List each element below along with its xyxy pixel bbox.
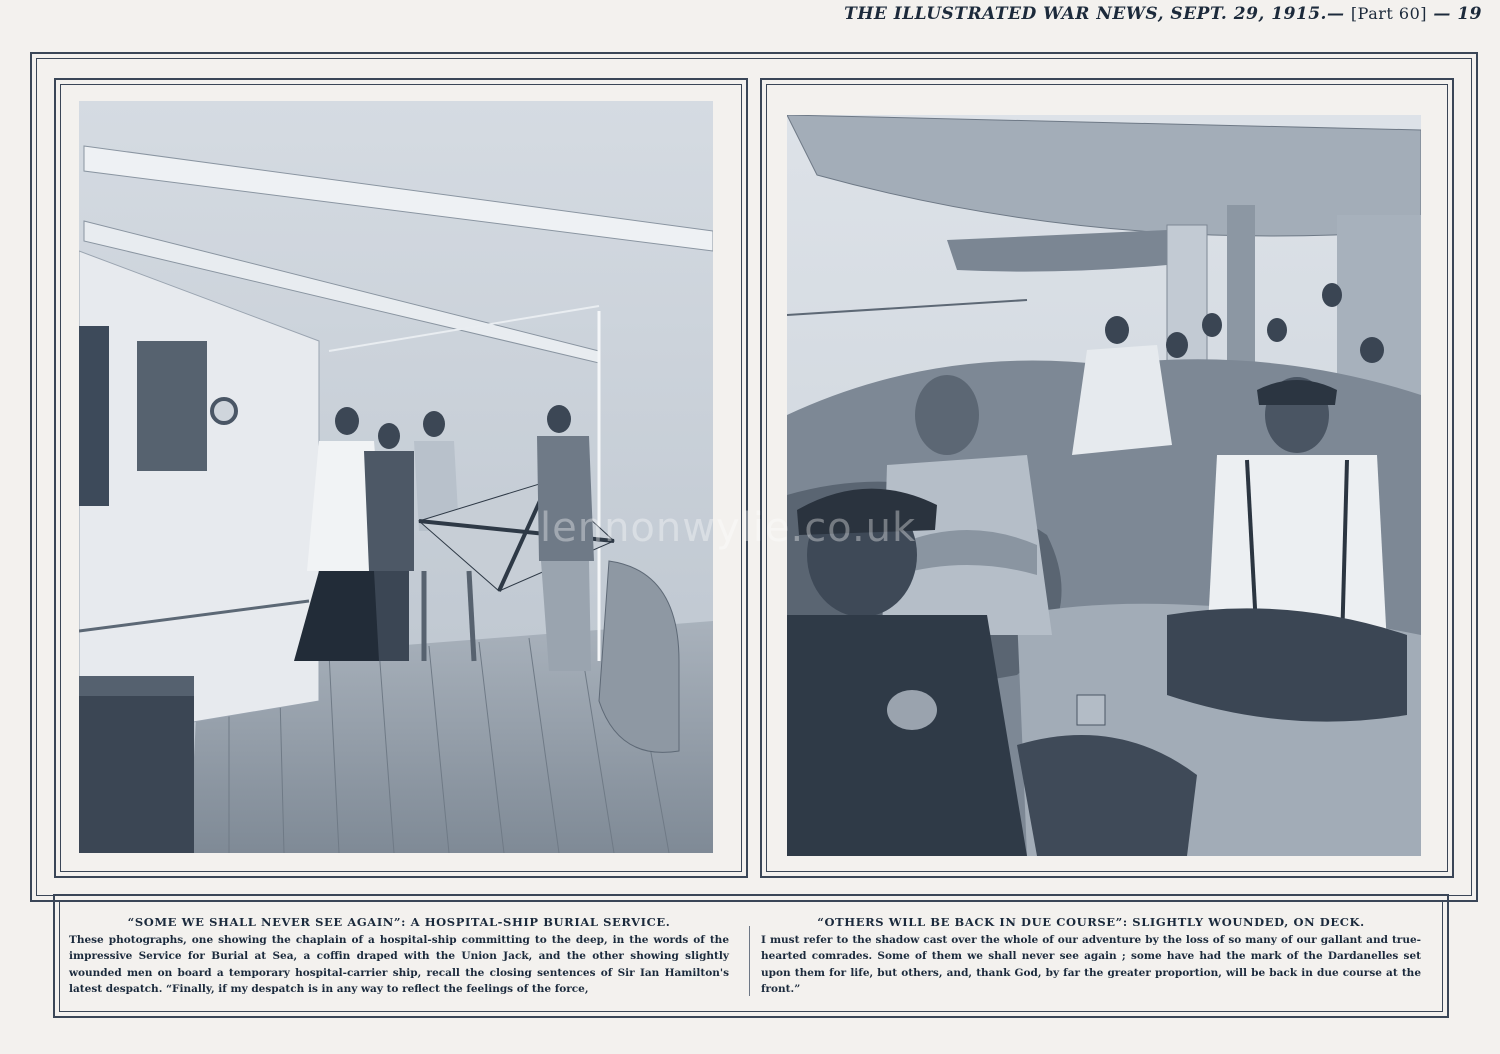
watermark: lennonwylie.co.uk <box>540 505 917 551</box>
wounded-on-deck-photo <box>787 115 1421 856</box>
caption-left-title: “SOME WE SHALL NEVER SEE AGAIN”: A HOSPITAL-SHIP BURIAL SERVICE. <box>127 915 671 929</box>
publication-title: THE ILLUSTRATED WAR NEWS, SEPT. 29, 1915.— <box>844 4 1345 24</box>
caption-left-body: These photographs, one showing the chaplain of a hospital-ship committing to the deep, in the words of the impressive Service for Burial at Sea, a coffin draped with the Union Jack, and the other showing slightly wounded men on board a temporary hospital-carrier ship, recall the closing sentences of Sir Ian Hamilton's latest despatch. “Finally, if my despatch is in any way to reflect the feelings of the force, <box>69 933 729 995</box>
part-label: [Part 60] <box>1350 4 1427 23</box>
caption-left <box>69 914 729 998</box>
caption-divider <box>749 926 750 996</box>
page-number: — 19 <box>1433 4 1482 24</box>
caption-right-body: I must refer to the shadow cast over the whole of our adventure by the loss of so many of our gallant and true-hearted comrades. Some of them we shall never see again ; some have had the mark of the Dardanelles set upon them for life, but others, and, thank God, by far the greater proportion, will be back in due course at the front.” <box>761 933 1421 995</box>
caption-right <box>761 914 1421 998</box>
page-header <box>0 4 1482 24</box>
caption-right-title: “OTHERS WILL BE BACK IN DUE COURSE”: SLIGHTLY WOUNDED, ON DECK. <box>817 915 1365 929</box>
caption-box <box>53 894 1449 1018</box>
burial-service-photo <box>79 101 713 853</box>
